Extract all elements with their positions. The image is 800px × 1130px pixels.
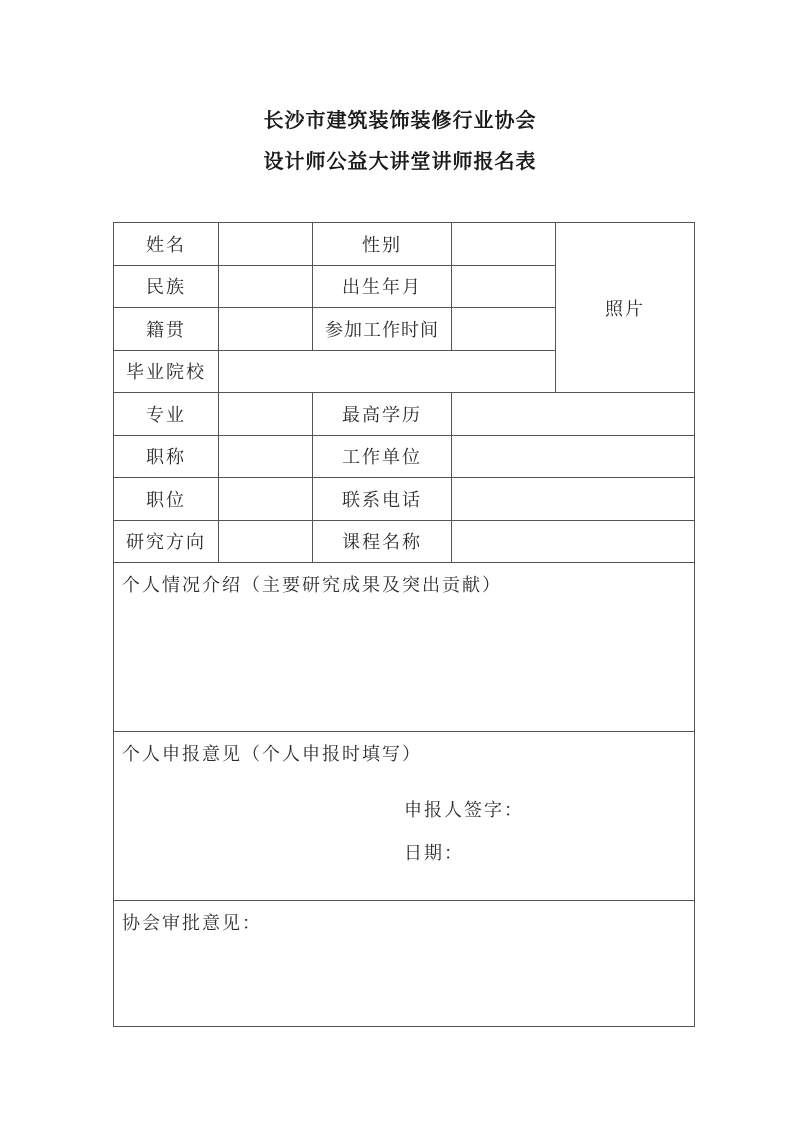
label-birth: 出生年月 [313, 265, 452, 308]
section-declaration[interactable] [114, 732, 695, 901]
section-intro[interactable] [114, 563, 695, 732]
row-intro [114, 563, 695, 732]
label-approval: 协会审批意见： [122, 913, 262, 934]
label-education: 最高学历 [313, 393, 452, 436]
field-major-value[interactable] [219, 393, 313, 436]
label-signature: 申报人签字： [404, 800, 524, 821]
row-name [114, 223, 695, 266]
label-declaration: 个人申报意见（个人申报时填写） [122, 744, 422, 765]
form-title-line2: 设计师公益大讲堂讲师报名表 [263, 149, 537, 173]
label-intro: 个人情况介绍（主要研究成果及突出贡献） [122, 575, 502, 596]
field-course-value[interactable] [452, 520, 695, 563]
row-research [114, 520, 695, 563]
row-approval [114, 901, 695, 1027]
label-course: 课程名称 [313, 520, 452, 563]
field-birth-value[interactable] [452, 265, 556, 308]
field-phone-value[interactable] [452, 478, 695, 521]
label-work-start: 参加工作时间 [313, 308, 452, 351]
label-ethnicity: 民族 [114, 265, 219, 308]
label-position: 职位 [114, 478, 219, 521]
field-position-value[interactable] [219, 478, 313, 521]
row-declaration [114, 732, 695, 901]
label-research: 研究方向 [114, 520, 219, 563]
label-name: 姓名 [114, 223, 219, 266]
form-title-line1: 长沙市建筑装饰装修行业协会 [263, 108, 537, 132]
row-title [114, 435, 695, 478]
label-school: 毕业院校 [114, 350, 219, 393]
field-ethnicity-value[interactable] [219, 265, 313, 308]
label-hometown: 籍贯 [114, 308, 219, 351]
label-major: 专业 [114, 393, 219, 436]
field-employer-value[interactable] [452, 435, 695, 478]
label-phone: 联系电话 [313, 478, 452, 521]
field-education-value[interactable] [452, 393, 695, 436]
section-approval[interactable] [114, 901, 695, 1027]
label-title: 职称 [114, 435, 219, 478]
field-gender-value[interactable] [452, 223, 556, 266]
photo-box[interactable]: 照片 [556, 223, 695, 393]
row-major [114, 393, 695, 436]
label-gender: 性别 [313, 223, 452, 266]
field-research-value[interactable] [219, 520, 313, 563]
label-employer: 工作单位 [313, 435, 452, 478]
field-hometown-value[interactable] [219, 308, 313, 351]
row-position [114, 478, 695, 521]
field-title-value[interactable] [219, 435, 313, 478]
label-date: 日期： [404, 843, 464, 864]
registration-form-table [113, 222, 695, 1027]
field-work-start-value[interactable] [452, 308, 556, 351]
field-school-value[interactable] [219, 350, 556, 393]
field-name-value[interactable] [219, 223, 313, 266]
